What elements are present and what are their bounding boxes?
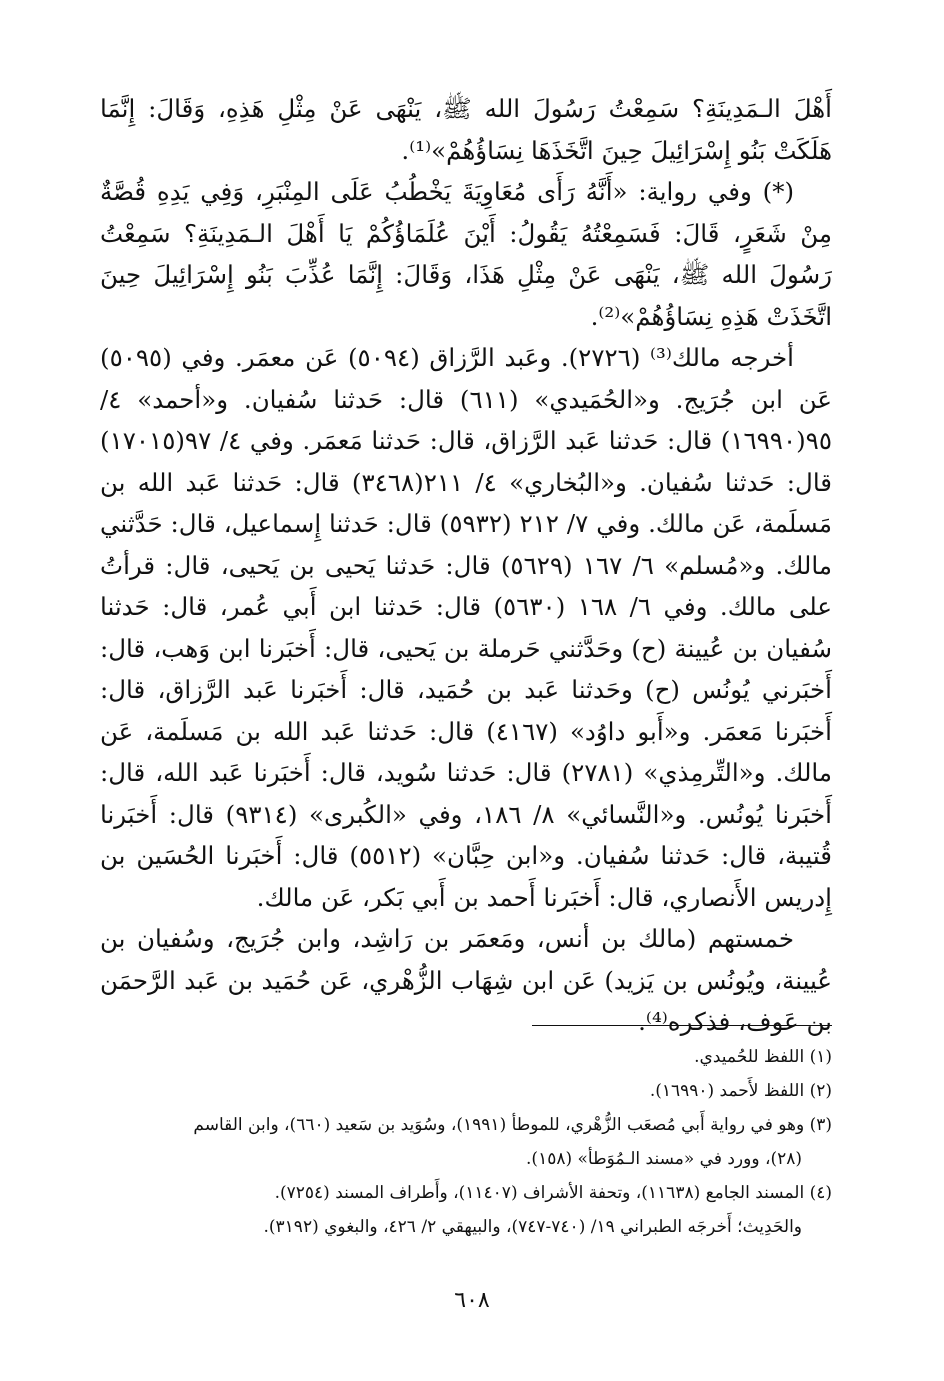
footnote-4-continuation: والحَدِيث؛ أَخرجَه الطبراني ١٩/ (٧٤٠-٧٤٧)، والبيهقي ٢/ ٤٢٦، والبغوي (٣١٩٢). [263, 1217, 802, 1237]
footnote-4: (٤) المسند الجامع (١١٦٣٨)، وتحفة الأشراف (١١٤٠٧)، وأَطراف المسند (٧٢٥٤). [274, 1183, 832, 1203]
footnote-2: (٢) اللفظ لأَحمد (١٦٩٩٠). [649, 1081, 832, 1101]
footnote-1: (١) اللفظ للحُميدي. [694, 1047, 832, 1067]
footnotes [100, 1040, 832, 1244]
footnote-3-continuation: (٢٨)، وورد في «مسند الـمُوَطأ» (١٥٨). [526, 1149, 802, 1169]
page-number: ٦٠٨ [454, 1288, 490, 1313]
page-body [100, 88, 832, 1043]
hadith-text-continuation: أَهْلَ الـمَدِينَةِ؟ سَمِعْتُ رَسُولَ الله ﷺ، يَنْهَى عَنْ مِثْلِ هَذِهِ، وَقَالَ: إِنَّمَا هَلَكَتْ بَنُو إِسْرَائِيلَ حِينَ اتَّخَذَهَا نِسَاؤُهُمْ»⁽¹⁾. [100, 94, 832, 165]
footnote-3: (٣) وهو في رواية أَبي مُصعَب الزُّهْري، للموطأ (١٩٩١)، وسُوَيد بن سَعيد (٦٦٠)، وابن القاسم [193, 1115, 832, 1135]
takhrij-paragraph: أخرجه مالك⁽³⁾ (٢٧٢٦). وعَبد الرَّزاق (٥٠٩٤) عَن معمَر. وفي (٥٠٩٥) عَن ابن جُرَيج. و«الحُمَيدي» (٦١١) قال: حَدثنا سُفيان. و«أحمد» ٤/ ٩٥(١٦٩٩٠) قال: حَدثنا عَبد الرَّزاق، قال: حَدثنا مَعمَر. وفي ٤/ ٩٧(١٧٠١٥) قال: حَدثنا سُفيان. و«البُخاري» ٤/ ٢١١(٣٤٦٨) قال: حَدثنا عَبد الله بن مَسلَمة، عَن مالك. وفي ٧/ ٢١٢ (٥٩٣٢) قال: حَدثنا إِسماعيل، قال: حَدَّثني مالك. و«مُسلم» ٦/ ١٦٧ (٥٦٢٩) قال: حَدثنا يَحيى بن يَحيى، قال: قرأتُ على مالك. وفي ٦/ ١٦٨ (٥٦٣٠) قال: حَدثنا ابن أَبي عُمر، قال: حَدثنا سُفيان بن عُيينة (ح) وحَدَّثني حَرملة بن يَحيى، قال: أَخبَرنا ابن وَهب، قال: أَخبَرني يُونُس (ح) وحَدثنا عَبد بن حُمَيد، قال: أَخبَرنا عَبد الرَّزاق، قال: أَخبَرنا مَعمَر. و«أَبو داوُد» (٤١٦٧) قال: حَدثنا عَبد الله بن مَسلَمة، عَن مالك. و«التِّرمِذي» (٢٧٨١) قال: حَدثنا سُويد، قال: أَخبَرنا عَبد الله، قال: أَخبَرنا يُونُس. و«النَّسائي» ٨/ ١٨٦، وفي «الكُبرى» (٩٣١٤) قال: أَخبَرنا قُتيبة، قال: حَدثنا سُفيان. و«ابن حِبَّان» (٥٥١٢) قال: أَخبَرنا الحُسَين بن إِدريس الأَنصاري، قال: أَخبَرنا أَحمد بن أَبي بَكر، عَن مالك. [100, 343, 833, 912]
footnote-divider [532, 1025, 832, 1026]
hadith-variant-narration: (*) وفي رواية: «أَنَّهُ رَأَى مُعَاوِيَةَ يَخْطُبُ عَلَى المِنْبَرِ، وَفِي يَدِهِ قُصَّةٌ مِنْ شَعَرٍ، قَالَ: فَسَمِعْتُهُ يَقُولُ: أَيْنَ عُلَمَاؤُكُمْ يَا أَهْلَ الـمَدِينَةِ؟ سَمِعْتُ رَسُولَ الله ﷺ، يَنْهَى عَنْ مِثْلِ هَذَا، وَقَالَ: إِنَّمَا عُذِّبَ بَنُو إِسْرَائِيلَ حِينَ اتَّخَذَتْ هَذِهِ نِسَاؤُهُمْ»⁽²⁾. [100, 177, 832, 331]
isnad-summary: خمستهم (مالك بن أنس، ومَعمَر بن رَاشِد، وابن جُرَيج، وسُفيان بن عُيينة، ويُونُس بن يَزيد) عَن ابن شِهَاب الزُّهْري، عَن حُمَيد بن عَبد الرَّحمَن بن عَوف، فذكره⁽⁴⁾. [100, 924, 832, 1036]
main-text [100, 88, 832, 1043]
